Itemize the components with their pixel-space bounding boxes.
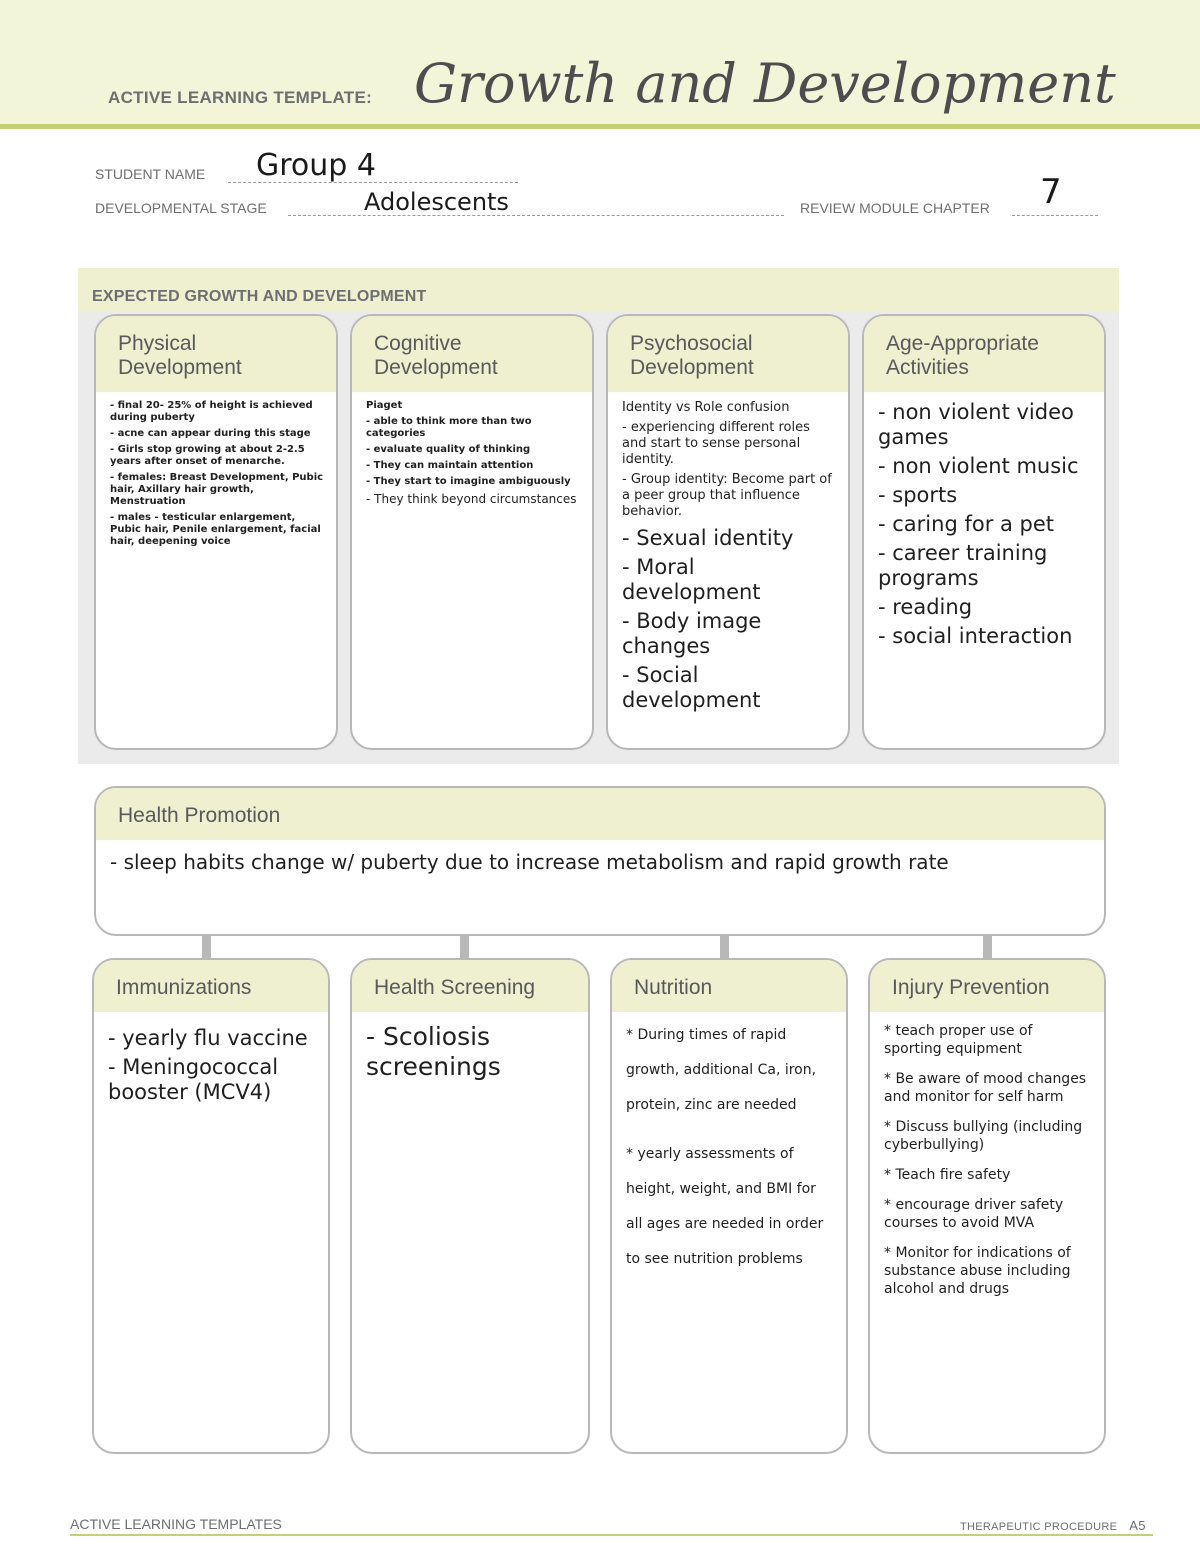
list-item: - Moral development (622, 555, 761, 604)
injury-prevention-title: Injury Prevention (870, 960, 1104, 1012)
immunizations-card[interactable] (92, 958, 330, 1454)
list-item: * Monitor for indications of substance abuse including alcohol and drugs (884, 1245, 1071, 1297)
list-item: * yearly assessments of height, weight, and BMI for all ages are needed in order to see nutrition problems (626, 1146, 824, 1267)
health-promotion-card[interactable] (94, 786, 1106, 936)
list-item: - Girls stop growing at about 2-2.5 years after onset of menarche. (110, 444, 305, 467)
developmental-stage-label: DEVELOPMENTAL STAGE (95, 200, 267, 216)
footer-right (960, 1518, 1146, 1533)
list-item: Piaget (366, 400, 403, 411)
connector (720, 934, 729, 960)
psychosocial-title-line2: Development (630, 356, 754, 379)
list-item: - reading (878, 595, 973, 619)
nutrition-card[interactable] (610, 958, 848, 1454)
list-item: - They can maintain attention (366, 460, 534, 471)
list-item: - Meningococcal booster (MCV4) (108, 1055, 279, 1104)
immunizations-title: Immunizations (94, 960, 328, 1012)
list-item: - Group identity: Become part of a peer group that influence behavior. (622, 472, 832, 519)
psychosocial-title-line1: Psychosocial (630, 332, 753, 355)
page-number: A5 (1129, 1518, 1146, 1533)
physical-title-line1: Physical (118, 332, 197, 355)
template-label: ACTIVE LEARNING TEMPLATE: (108, 88, 373, 107)
list-item: - sports (878, 483, 958, 507)
review-chapter-label: REVIEW MODULE CHAPTER (800, 200, 990, 216)
cognitive-title-line1: Cognitive (374, 332, 462, 355)
injury-prevention-list (884, 1022, 1092, 1298)
psychosocial-development-list (622, 400, 836, 520)
header-divider (0, 124, 1200, 129)
list-item: * Be aware of mood changes and monitor for self harm (884, 1071, 1087, 1105)
health-screening-title: Health Screening (352, 960, 588, 1012)
activities-title-line1: Age-Appropriate (886, 332, 1039, 355)
list-item: * During times of rapid growth, additional Ca, iron, protein, zinc are needed (626, 1027, 817, 1113)
list-item: - Body image changes (622, 609, 762, 658)
list-item: - acne can appear during this stage (110, 428, 311, 439)
cognitive-development-list (366, 400, 580, 507)
nutrition-list (626, 1018, 834, 1277)
list-item: Identity vs Role confusion (622, 400, 790, 415)
connector (460, 934, 469, 960)
physical-development-list (110, 400, 324, 548)
age-appropriate-activities-card[interactable] (862, 314, 1106, 750)
cognitive-title-line2: Development (374, 356, 498, 379)
list-item: * encourage driver safety courses to avoid MVA (884, 1197, 1064, 1231)
list-item: - experiencing different roles and start to sense personal identity. (622, 420, 810, 467)
psychosocial-development-card[interactable] (606, 314, 850, 750)
connector (983, 934, 992, 960)
physical-title-line2: Development (118, 356, 242, 379)
health-promotion-text: - sleep habits change w/ puberty due to increase metabolism and rapid growth rate (110, 850, 949, 874)
list-item: - evaluate quality of thinking (366, 444, 531, 455)
footer-left-label: ACTIVE LEARNING TEMPLATES (70, 1516, 282, 1532)
list-item: - final 20- 25% of height is achieved during puberty (110, 400, 313, 423)
footer-section-label: THERAPEUTIC PROCEDURE (960, 1521, 1118, 1533)
nutrition-title: Nutrition (612, 960, 846, 1012)
list-item: - non violent music (878, 454, 1079, 478)
list-item: - caring for a pet (878, 512, 1055, 536)
page-title: Growth and Development (414, 52, 1116, 115)
expected-growth-title: EXPECTED GROWTH AND DEVELOPMENT (92, 288, 427, 305)
list-item: - able to think more than two categories (366, 416, 532, 439)
footer-divider (70, 1534, 1153, 1536)
list-item: - They think beyond circumstances (366, 492, 577, 506)
list-item: - Sexual identity (622, 526, 794, 550)
list-item: - females: Breast Development, Pubic hair, Axillary hair growth, Menstruation (110, 472, 324, 507)
developmental-stage-value: Adolescents (364, 188, 509, 216)
list-item: - social interaction (878, 624, 1073, 648)
health-promotion-title: Health Promotion (96, 788, 1104, 840)
list-item: - non violent video games (878, 400, 1074, 449)
activities-list (878, 400, 1092, 649)
injury-prevention-card[interactable] (868, 958, 1106, 1454)
activities-title-line2: Activities (886, 356, 969, 379)
connector (202, 934, 211, 960)
student-name-label: STUDENT NAME (95, 166, 206, 182)
list-item: - males - testicular enlargement, Pubic hair, Penile enlargement, facial hair, deepening voice (110, 512, 321, 547)
list-item: - career training programs (878, 541, 1048, 590)
list-item: - They start to imagine ambiguously (366, 476, 571, 487)
psychosocial-milestones-list (622, 526, 836, 713)
student-name-value: Group 4 (256, 148, 376, 183)
list-item: - yearly flu vaccine (108, 1026, 308, 1050)
physical-development-card[interactable] (94, 314, 338, 750)
list-item: * Discuss bullying (including cyberbullying) (884, 1119, 1083, 1153)
list-item: * Teach fire safety (884, 1167, 1011, 1183)
health-screening-card[interactable] (350, 958, 590, 1454)
list-item: - Scoliosis screenings (366, 1022, 501, 1081)
health-screening-list (366, 1022, 576, 1082)
list-item: - Social development (622, 663, 761, 712)
cognitive-development-card[interactable] (350, 314, 594, 750)
list-item: * teach proper use of sporting equipment (884, 1023, 1033, 1057)
review-chapter-value: 7 (1040, 172, 1062, 212)
immunizations-list (108, 1026, 316, 1105)
